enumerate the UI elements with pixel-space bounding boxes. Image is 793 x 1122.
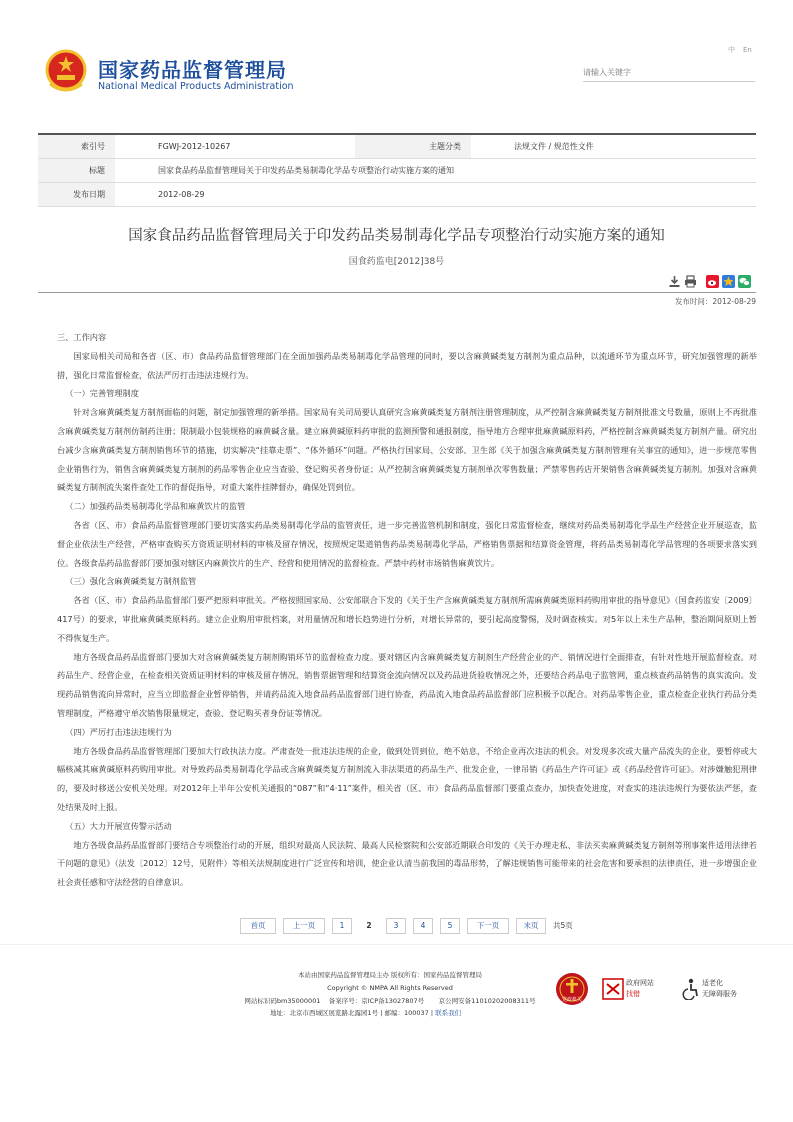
- prev-page-button[interactable]: 上一页: [283, 918, 325, 934]
- total-pages: 共5页: [553, 921, 573, 930]
- category-label: 主题分类: [355, 134, 471, 158]
- subsection-heading: （四）严厉打击违法违规行为: [65, 726, 172, 737]
- subsection-heading: （二）加强药品类易制毒化学品和麻黄饮片的监管: [65, 501, 246, 512]
- paragraph: 国家局相关司局和各省（区、市）食品药品监督管理部门在全面加强药品类易制毒化学品管理的同时，要以含麻黄碱类复方制剂为重点品种，以流通环节为重点环节，研究加强管理的新举措，强化日常监督检查，依法严厉打击违法违规行为。: [57, 350, 757, 380]
- police-record-link[interactable]: 京公网安备11010202008311号: [438, 996, 536, 1005]
- site-header: [0, 0, 793, 110]
- title-divider: [38, 292, 756, 293]
- gov-site-label[interactable]: [626, 978, 654, 1000]
- footer-info: [230, 969, 550, 1020]
- print-icon[interactable]: [684, 273, 697, 286]
- page-2-current: 2: [366, 921, 372, 930]
- paragraph: 地方各级食品药品监督部门要结合专项整治行动的开展，组织对最高人民法院、最高人民检察院和公安部近期联合印发的《关于办理走私、非法买卖麻黄碱类复方制剂等刑事案件适用法律若干问题的意见》（法发〔2012〕12号，见附件）等相关法规制度进行广泛宣传和培训，使企业认清当前我国的毒品形势，了解违规销售可能带来的社会危害和要承担的法律责任，进一步增强企业社会责任感和守法经营的自律意识。: [57, 839, 757, 888]
- lang-en-link[interactable]: En: [743, 46, 752, 54]
- subsection-heading: （三）强化含麻黄碱类复方制剂监管: [65, 576, 197, 587]
- last-page-button[interactable]: 末页: [516, 918, 546, 934]
- gov-site-error-icon[interactable]: [602, 978, 624, 1000]
- paragraph: 地方各级食品药品监督部门要加大对含麻黄碱类复方制剂购销环节的监督检查力度。要对辖区内含麻黄碱类复方制剂生产经营企业的产、销情况进行全面排查，有针对性地开展监督检查。对药品生产、经营企业，在检查相关资质证明材料的审核及留存情况、销售票据管理和结算资金流向情况以及药品进货验收情况之外，还要结合药品电子监管网，重点核查药品销售的真实流向。发现药品销售流向异常时，应当立即监督企业暂停销售，并请药品流入地食品药品监督部门进行协查，药品流入地食品药品监督部门应积极予以配合。对药品零售企业，重点检查企业执行药品分类管理制度，严格遵守单次销售限量规定，查验、登记购买者身份证等情况。: [57, 651, 757, 718]
- qzone-share-icon[interactable]: [722, 273, 735, 286]
- paragraph: 地方各级食品药品监督管理部门要加大行政执法力度。严肃查处一批违法违规的企业，做到处罚到位，绝不姑息，不给企业再次违法的机会。对发现多次或大量产品流失的企业，要暂停或大幅核减其麻黄碱原料药购用审批。对导致药品类易制毒化学品或含麻黄碱类复方制剂流入非法渠道的药品生产、批发企业，一律吊销《药品生产许可证》或《药品经营许可证》。对涉嫌触犯刑律的，要及时移送公安机关处理。对2012年上半年公安机关通报的“087”和“4·11”案件，相关省（区、市）食品药品监督部门要重点查办，加快查处进度，对查实的违法违规行为要依法严惩，查处结果及时上报。: [57, 745, 757, 812]
- paragraph: 各省（区、市）食品药品监督管理部门要切实落实药品类易制毒化学品的监管责任，进一步完善监管机制和制度，强化日常监督检查，继续对药品类易制毒化学品生产经营企业开展巡查，监督企业依法生产经营，严格审查购买方资质证明材料的审核及留存情况，按照规定渠道销售药品类易制毒化学品，严格销售票据和结算资金管理，将药品类易制毒化学品管理的各项要求落实到位。各级食品药品监督部门要加强对辖区内麻黄饮片的生产、经营和使用情况的监督检查。严禁中药材市场销售麻黄饮片。: [57, 519, 757, 568]
- first-page-button[interactable]: 首页: [240, 918, 276, 934]
- icp-link[interactable]: 备案序号：京ICP备13027807号: [328, 996, 425, 1005]
- subsection-heading: （一）完善管理制度: [65, 388, 139, 399]
- next-page-button[interactable]: 下一页: [467, 918, 509, 934]
- gov-site-label-line2: 找错: [626, 990, 640, 998]
- pagination: [240, 918, 573, 934]
- accessibility-label-line2: 无障碍服务: [702, 990, 737, 998]
- site-footer: [0, 944, 793, 1064]
- date-label: 发布日期: [38, 182, 115, 206]
- page-5-button[interactable]: 5: [440, 918, 460, 934]
- national-emblem-icon[interactable]: [44, 48, 88, 94]
- page-3-button[interactable]: 3: [386, 918, 406, 934]
- footer-copyright: Copyright © NMPA All Rights Reserved: [327, 983, 453, 992]
- party-government-badge[interactable]: [555, 972, 589, 1006]
- address-text: 地址：北京市西城区展览路北露园1号 | 邮编：100037 |: [270, 1009, 434, 1018]
- footer-registration: [230, 995, 550, 1008]
- weibo-share-icon[interactable]: [706, 273, 719, 286]
- date-value: 2012-08-29: [115, 182, 756, 206]
- party-badge-label: 党政机关: [561, 997, 583, 1003]
- document-info-table: [38, 133, 756, 207]
- title-label: 标题: [38, 158, 115, 182]
- title-value: 国家食品药品监督管理局关于印发药品类易制毒化学品专项整治行动实施方案的通知: [115, 158, 756, 182]
- doc-tools: [668, 273, 700, 287]
- info-row-index: [38, 134, 756, 158]
- footer-sponsor: 本站由国家药品监督管理局主办 版权所有：国家药品监督管理局: [297, 971, 483, 979]
- site-id: 网站标识码bm35000001: [244, 996, 321, 1005]
- section-heading: 三、工作内容: [57, 332, 107, 342]
- share-tools: [706, 273, 754, 287]
- category-value: 法规文件 / 规范性文件: [471, 134, 756, 158]
- article-body: [57, 328, 757, 892]
- accessibility-icon[interactable]: [682, 978, 700, 1000]
- info-row-title: [38, 158, 756, 182]
- language-switch: [728, 45, 760, 55]
- footer-address: [230, 1007, 550, 1020]
- info-row-date: [38, 182, 756, 206]
- lang-cn-link[interactable]: 中: [728, 46, 735, 54]
- subsection-heading: （五）大力开展宣传警示活动: [65, 820, 172, 831]
- paragraph: 各省（区、市）食品药品监督部门要严把原料审批关。严格按照国家局、公安部联合下发的《关于生产含麻黄碱类复方制剂所需麻黄碱类原料药购用审批的指导意见》（国食药监安〔2009〕417号）的要求，审批麻黄碱类原料药。建立企业购用审批档案，对用量情况和增长趋势进行分析，对增长异常的，要引起高度警惕，及时调查核实。对5年以上未生产品种，整治期间原则上暂不得恢复生产。: [57, 595, 757, 643]
- page-1-button[interactable]: 1: [332, 918, 352, 934]
- download-icon[interactable]: [668, 273, 681, 286]
- index-label: 索引号: [38, 134, 115, 158]
- document-number: 国食药监电[2012]38号: [348, 257, 445, 267]
- contact-us-link[interactable]: 联系我们: [435, 1009, 462, 1018]
- document-title: 国家食品药品监督管理局关于印发药品类易制毒化学品专项整治行动实施方案的通知: [128, 228, 665, 244]
- search-input[interactable]: [583, 64, 755, 82]
- accessibility-label-line1: 适老化: [702, 979, 723, 987]
- site-brand-en: National Medical Products Administration: [98, 81, 294, 92]
- gov-site-label-line1: 政府网站: [626, 979, 654, 987]
- paragraph: 针对含麻黄碱类复方制剂面临的问题，制定加强管理的新举措。国家局有关司局要认真研究含麻黄碱类复方制剂注册管理制度，从严控制含麻黄碱类复方制剂批准文号数量，原则上不再批准含麻黄碱类复方制剂仿制药注册；限制最小包装规格的麻黄碱含量。建立麻黄碱原料药审批的监测预警和通报制度，指导地方合理审批麻黄碱原料药，严格控制含麻黄碱类复方制剂产量。研究出台减少含麻黄碱类复方制剂销售环节的措施，切实解决“挂靠走票”、“体外循环”问题。严格执行国家局、公安部、卫生部《关于加强含麻黄碱类复方制剂管理有关事宜的通知》，进一步规范零售企业销售行为，销售含麻黄碱类复方制剂的药品零售企业应当查验、登记购买者身份证；从严控制含麻黄碱类复方制剂单次零售数量；严禁零售药店开架销售含麻黄碱类复方制剂。加强对含麻黄碱类复方制剂流失案件查处工作的督促指导，对重大案件挂牌督办，确保处罚到位。: [57, 407, 757, 493]
- wechat-share-icon[interactable]: [738, 273, 751, 286]
- site-brand-cn[interactable]: 国家药品监督管理局: [98, 58, 287, 82]
- accessibility-label[interactable]: [702, 978, 737, 1000]
- publish-date: 发布时间：2012-08-29: [674, 297, 756, 306]
- index-value: FGWJ-2012-10267: [115, 134, 355, 158]
- page-4-button[interactable]: 4: [413, 918, 433, 934]
